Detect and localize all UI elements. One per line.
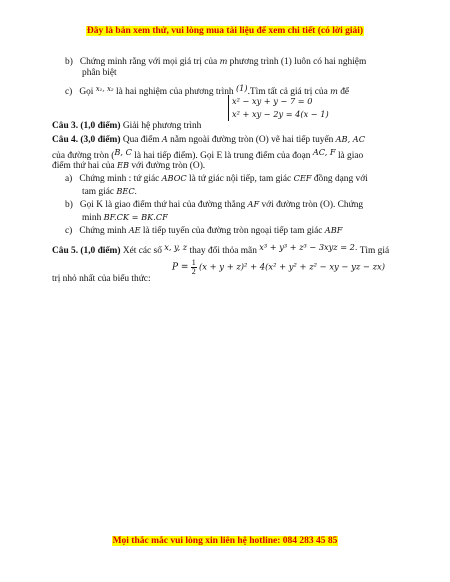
q4-text-3: của đường tròn (	[52, 151, 115, 161]
q4c-text-2: là tiếp tuyến của đường tròn ngoại tiếp tam giác	[142, 226, 323, 236]
q4b-line2	[82, 212, 168, 224]
q4-line3	[52, 160, 205, 172]
q4-text-6: điểm thứ hai của	[52, 161, 115, 171]
q3-eq1: x² − xy + y − 7 = 0	[232, 96, 313, 106]
var-CEF: CEF	[293, 173, 312, 183]
q2c-text-4: để	[340, 87, 350, 97]
var-BEC: BEC.	[116, 186, 137, 196]
q4b-text-3: minh	[82, 213, 102, 223]
q4a-text-2: là tứ giác nội tiếp, tam giác	[189, 174, 292, 184]
frac-numerator: 1	[191, 258, 196, 267]
expr-left: P =	[172, 262, 189, 273]
var-m: m	[219, 56, 228, 66]
frac-denominator: 2	[191, 267, 196, 276]
q3-title: Câu 3. (1,0 điểm)	[52, 121, 121, 131]
q4a-text-4: tam giác	[82, 187, 115, 197]
var-m: m	[330, 86, 338, 96]
var-BF-CK: BF.CK = BK.CF	[103, 212, 168, 222]
var-A: A	[161, 134, 168, 144]
q5-text-3: Tìm giá	[359, 246, 390, 256]
q4c-label: c)	[65, 226, 73, 236]
q5-text: Xét các số	[122, 246, 162, 256]
q3-text: Giải hệ phương trình	[122, 121, 202, 131]
q2b-line1	[65, 56, 366, 68]
hotline-banner-text: Mọi thắc mắc vui lòng xin liên hệ hotline: 084 283 45 85	[112, 536, 338, 546]
q4b-text: Gọi K là giao điểm thứ hai của đường thẳng	[79, 200, 246, 210]
q5-title: Câu 5. (1,0 điểm)	[52, 246, 121, 256]
q4a-label: a)	[65, 174, 73, 184]
q4a-line1	[65, 173, 368, 185]
q3-system	[228, 95, 329, 121]
q2c-text-2: là hai nghiệm của phương trình	[116, 87, 234, 97]
var-AC-F: AC, F	[312, 147, 336, 157]
q5-condition: x³ + y³ + z³ − 3xyz = 2.	[259, 242, 358, 252]
q5-expression	[172, 259, 385, 276]
q4-title: Câu 4. (3,0 điểm)	[52, 135, 121, 145]
q3-line	[52, 121, 201, 132]
expr-right: (x + y + z)² + 4(x² + y² + z² − xy − yz − zx)	[198, 261, 385, 272]
var-AE: AE	[128, 225, 141, 235]
q4a-text: Chứng minh : tứ giác	[79, 174, 160, 184]
q2c-text-3: .Tìm tất cả giá trị của	[247, 87, 328, 97]
q2c-text: Gọi	[79, 87, 94, 97]
q4b-line1	[65, 199, 363, 211]
q2b-text-3: phân biệt	[82, 68, 117, 78]
var-ABOC: ABOC	[161, 173, 187, 183]
var-ABF: ABF	[324, 225, 343, 235]
equation-ref: (1)	[235, 83, 248, 93]
q2b-line2	[82, 68, 117, 79]
var-xyz: x, y, z	[164, 242, 188, 252]
q2b-text: Chứng minh rằng với mọi giá trị của	[79, 57, 218, 67]
q4-text: Qua điểm	[122, 135, 160, 145]
q2c-label: c)	[65, 87, 73, 97]
var-AB-AC: AB, AC	[335, 134, 365, 144]
q5-line1	[52, 242, 389, 257]
q2b-text-2: phương trình (1) luôn có hai nghiệm	[229, 57, 367, 67]
var-x1x2: x₁, x₂	[95, 85, 114, 93]
hotline-banner	[0, 536, 450, 546]
preview-banner-text: Đây là bản xem thử, vui lòng mua tài liệu để xem chi tiết (có lời giải)	[86, 26, 364, 36]
q4a-line2	[82, 186, 137, 198]
var-AF: AF	[247, 199, 260, 209]
q4-text-7: với đường tròn (O).	[131, 161, 206, 171]
q4-line1	[52, 134, 365, 146]
q4b-label: b)	[65, 200, 73, 210]
q5-text-4: trị nhỏ nhất của biểu thức:	[52, 274, 151, 284]
fraction-half	[191, 259, 197, 276]
q5-text-2: thay đổi thỏa mãn	[189, 246, 257, 256]
q4b-text-2: với đường tròn (O). Chứng	[261, 200, 364, 210]
q4-text-5: là giao	[337, 151, 364, 161]
var-B-C: B, C	[114, 147, 132, 157]
preview-banner	[0, 26, 450, 36]
q4-text-4: là hai tiếp điểm). Gọi E là trung điểm của đoạn	[134, 151, 311, 161]
q2b-label: b)	[65, 57, 73, 67]
q4-text-2: nằm ngoài đường tròn (O) vẽ hai tiếp tuyến	[170, 135, 334, 145]
q5-line2	[52, 274, 151, 285]
var-EB: EB	[116, 160, 129, 170]
q4c-text: Chứng minh	[79, 226, 127, 236]
q3-eq2: x² + xy − 2y = 4(x − 1)	[232, 109, 329, 119]
q4a-text-3: đồng dạng với	[313, 174, 368, 184]
q4c-line	[65, 225, 342, 237]
